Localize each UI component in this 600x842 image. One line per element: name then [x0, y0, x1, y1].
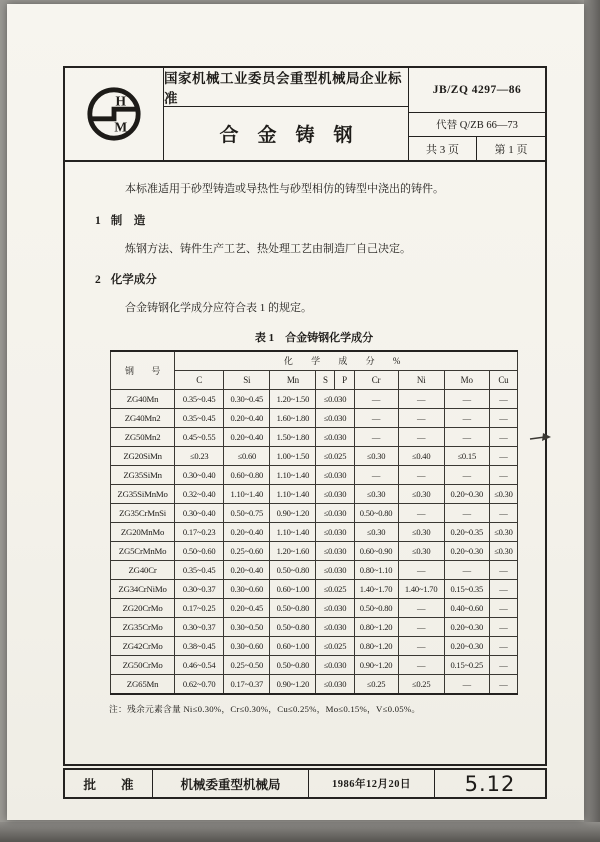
- sp-value-cell: ≤0.030: [316, 522, 354, 541]
- title-block: [65, 68, 545, 162]
- cr-value-cell: —: [354, 389, 398, 408]
- c-value-cell: 0.17~0.23: [175, 522, 224, 541]
- si-value-cell: 0.30~0.60: [224, 579, 270, 598]
- approve-label: 批 准: [65, 770, 153, 797]
- table-row: [111, 541, 518, 560]
- c-value-cell: 0.38~0.45: [175, 636, 224, 655]
- col-header-mn: Mn: [270, 370, 316, 389]
- mo-value-cell: 0.20~0.30: [444, 636, 489, 655]
- table-caption: 表 1 合金铸钢化学成分: [254, 331, 374, 344]
- sp-value-cell: ≤0.030: [316, 541, 354, 560]
- section-1-heading: 1 制 造: [95, 214, 146, 227]
- table-row: [111, 579, 518, 598]
- scope-paragraph: 本标准适用于砂型铸造或导热性与砂型相仿的铸型中浇出的铸件。: [125, 183, 444, 195]
- sp-value-cell: ≤0.030: [316, 617, 354, 636]
- svg-text:M: M: [114, 119, 128, 135]
- sp-value-cell: ≤0.030: [316, 560, 354, 579]
- mn-value-cell: 1.50~1.80: [270, 427, 316, 446]
- si-value-cell: 0.30~0.60: [224, 636, 270, 655]
- sp-value-cell: ≤0.025: [316, 636, 354, 655]
- mn-value-cell: 0.60~1.00: [270, 636, 316, 655]
- cu-value-cell: —: [489, 560, 517, 579]
- sp-value-cell: ≤0.030: [316, 503, 354, 522]
- mo-value-cell: 0.20~0.30: [444, 617, 489, 636]
- steel-grade-cell: ZG50CrMo: [111, 655, 175, 674]
- col-group-header: 化 学 成 分 %: [175, 351, 518, 371]
- mo-value-cell: —: [444, 465, 489, 484]
- steel-grade-cell: ZG5CrMnMo: [111, 541, 175, 560]
- c-value-cell: 0.50~0.60: [175, 541, 224, 560]
- si-value-cell: 0.17~0.37: [224, 674, 270, 694]
- table-row: [111, 655, 518, 674]
- approval-date: 1986年12月20日: [309, 770, 435, 797]
- cu-value-cell: —: [489, 408, 517, 427]
- cr-value-cell: ≤0.25: [354, 674, 398, 694]
- cr-value-cell: ≤0.30: [354, 446, 398, 465]
- cr-value-cell: —: [354, 427, 398, 446]
- mo-value-cell: 0.20~0.35: [444, 522, 489, 541]
- c-value-cell: 0.45~0.55: [175, 427, 224, 446]
- sp-value-cell: ≤0.025: [316, 446, 354, 465]
- steel-grade-cell: ZG35SiMnMo: [111, 484, 175, 503]
- cr-value-cell: 0.80~1.20: [354, 617, 398, 636]
- si-value-cell: 0.20~0.40: [224, 427, 270, 446]
- chem-table: [110, 350, 518, 695]
- ni-value-cell: 1.40~1.70: [398, 579, 444, 598]
- cu-value-cell: —: [489, 389, 517, 408]
- c-value-cell: 0.30~0.40: [175, 465, 224, 484]
- scan-edge-bottom: [0, 822, 600, 842]
- steel-grade-cell: ZG35CrMnSi: [111, 503, 175, 522]
- mn-value-cell: 0.90~1.20: [270, 674, 316, 694]
- approval-block: [63, 768, 547, 799]
- mn-value-cell: 0.90~1.20: [270, 503, 316, 522]
- ni-value-cell: —: [398, 655, 444, 674]
- mo-value-cell: 0.40~0.60: [444, 598, 489, 617]
- cr-value-cell: 0.80~1.10: [354, 560, 398, 579]
- logo-cell: [65, 68, 164, 160]
- section-2-heading: 2 化学成分: [95, 273, 157, 286]
- cr-value-cell: —: [354, 408, 398, 427]
- col-header-si: Si: [224, 370, 270, 389]
- cr-value-cell: —: [354, 465, 398, 484]
- cu-value-cell: —: [489, 636, 517, 655]
- scan-edge-right: [584, 0, 600, 842]
- cu-value-cell: —: [489, 427, 517, 446]
- total-pages-label: 共 3 页: [409, 137, 477, 160]
- steel-grade-cell: ZG20MnMo: [111, 522, 175, 541]
- table-row: [111, 636, 518, 655]
- section-1-text: 炼钢方法、铸件生产工艺、热处理工艺由制造厂自己决定。: [125, 242, 411, 255]
- mn-value-cell: 0.50~0.80: [270, 617, 316, 636]
- content-frame: [63, 66, 547, 766]
- sp-value-cell: ≤0.030: [316, 389, 354, 408]
- steel-grade-cell: ZG20SiMn: [111, 446, 175, 465]
- cu-value-cell: —: [489, 446, 517, 465]
- ni-value-cell: ≤0.30: [398, 522, 444, 541]
- si-value-cell: 0.25~0.50: [224, 655, 270, 674]
- sp-value-cell: ≤0.030: [316, 484, 354, 503]
- table-row: [111, 522, 518, 541]
- cu-value-cell: —: [489, 503, 517, 522]
- mn-value-cell: 0.50~0.80: [270, 655, 316, 674]
- steel-grade-cell: ZG34CrNiMo: [111, 579, 175, 598]
- c-value-cell: 0.62~0.70: [175, 674, 224, 694]
- c-value-cell: 0.35~0.45: [175, 408, 224, 427]
- title-center: [164, 68, 409, 160]
- pen-mark-icon: [529, 432, 553, 444]
- table-row: [111, 427, 518, 446]
- section-2-text: 合金铸钢化学成分应符合表 1 的规定。: [125, 301, 312, 314]
- document-page: [7, 4, 584, 820]
- table-row: [111, 674, 518, 694]
- table-row: [111, 617, 518, 636]
- c-value-cell: ≤0.23: [175, 446, 224, 465]
- si-value-cell: 0.25~0.60: [224, 541, 270, 560]
- table-row: [111, 484, 518, 503]
- col-header-p: P: [335, 370, 354, 389]
- cr-value-cell: ≤0.30: [354, 484, 398, 503]
- ni-value-cell: —: [398, 408, 444, 427]
- steel-grade-cell: ZG50Mn2: [111, 427, 175, 446]
- sp-value-cell: ≤0.030: [316, 465, 354, 484]
- mo-value-cell: —: [444, 427, 489, 446]
- ni-value-cell: —: [398, 560, 444, 579]
- cr-value-cell: 1.40~1.70: [354, 579, 398, 598]
- si-value-cell: 1.10~1.40: [224, 484, 270, 503]
- standard-org-label: 国家机械工业委员会重型机械局企业标准: [164, 68, 408, 107]
- mn-value-cell: 0.50~0.80: [270, 560, 316, 579]
- cu-value-cell: —: [489, 598, 517, 617]
- si-value-cell: 0.50~0.75: [224, 503, 270, 522]
- page-count-row: [409, 137, 545, 160]
- ni-value-cell: —: [398, 598, 444, 617]
- cr-value-cell: 0.60~0.90: [354, 541, 398, 560]
- mn-value-cell: 1.20~1.60: [270, 541, 316, 560]
- mn-value-cell: 1.10~1.40: [270, 465, 316, 484]
- c-value-cell: 0.46~0.54: [175, 655, 224, 674]
- cu-value-cell: ≤0.30: [489, 541, 517, 560]
- mo-value-cell: —: [444, 560, 489, 579]
- ni-value-cell: —: [398, 465, 444, 484]
- col-header-cr: Cr: [354, 370, 398, 389]
- sp-value-cell: ≤0.030: [316, 674, 354, 694]
- mn-value-cell: 1.00~1.50: [270, 446, 316, 465]
- approver-name: 机械委重型机械局: [153, 770, 309, 797]
- col-header-cu: Cu: [489, 370, 517, 389]
- mn-value-cell: 1.10~1.40: [270, 484, 316, 503]
- mn-value-cell: 0.50~0.80: [270, 598, 316, 617]
- mo-value-cell: 0.15~0.35: [444, 579, 489, 598]
- c-value-cell: 0.30~0.37: [175, 579, 224, 598]
- replaces-label: 代替 Q/ZB 66—73: [409, 113, 545, 137]
- si-value-cell: 0.20~0.40: [224, 522, 270, 541]
- col-header-grade: 钢 号: [111, 351, 175, 390]
- cu-value-cell: ≤0.30: [489, 522, 517, 541]
- shm-emblem-icon: [85, 85, 143, 143]
- col-header-s: S: [316, 370, 335, 389]
- cu-value-cell: —: [489, 617, 517, 636]
- si-value-cell: ≤0.60: [224, 446, 270, 465]
- cr-value-cell: ≤0.30: [354, 522, 398, 541]
- ni-value-cell: ≤0.25: [398, 674, 444, 694]
- cu-value-cell: —: [489, 465, 517, 484]
- cr-value-cell: 0.90~1.20: [354, 655, 398, 674]
- mo-value-cell: —: [444, 674, 489, 694]
- cu-value-cell: —: [489, 674, 517, 694]
- col-header-ni: Ni: [398, 370, 444, 389]
- table-row: [111, 446, 518, 465]
- cr-value-cell: 0.50~0.80: [354, 503, 398, 522]
- mo-value-cell: —: [444, 389, 489, 408]
- c-value-cell: 0.32~0.40: [175, 484, 224, 503]
- table-row: [111, 560, 518, 579]
- si-value-cell: 0.30~0.50: [224, 617, 270, 636]
- svg-text:H: H: [115, 93, 127, 109]
- sp-value-cell: ≤0.030: [316, 655, 354, 674]
- approval-code: 5.12: [464, 771, 516, 796]
- table-row: [111, 465, 518, 484]
- sp-value-cell: ≤0.030: [316, 408, 354, 427]
- ni-value-cell: —: [398, 636, 444, 655]
- ni-value-cell: —: [398, 427, 444, 446]
- steel-grade-cell: ZG20CrMo: [111, 598, 175, 617]
- steel-grade-cell: ZG40Mn: [111, 389, 175, 408]
- col-header-mo: Mo: [444, 370, 489, 389]
- cu-value-cell: —: [489, 655, 517, 674]
- sp-value-cell: ≤0.030: [316, 427, 354, 446]
- ni-value-cell: ≤0.30: [398, 484, 444, 503]
- table-row: [111, 408, 518, 427]
- table-note: 注：残余元素含量 Ni≤0.30%，Cr≤0.30%，Cu≤0.25%，Mo≤0.15%，V≤0.05%。: [109, 703, 421, 714]
- si-value-cell: 0.30~0.45: [224, 389, 270, 408]
- c-value-cell: 0.35~0.45: [175, 389, 224, 408]
- cu-value-cell: —: [489, 579, 517, 598]
- si-value-cell: 0.20~0.45: [224, 598, 270, 617]
- steel-grade-cell: ZG42CrMo: [111, 636, 175, 655]
- table-row: [111, 598, 518, 617]
- sp-value-cell: ≤0.030: [316, 598, 354, 617]
- steel-grade-cell: ZG65Mn: [111, 674, 175, 694]
- c-value-cell: 0.17~0.25: [175, 598, 224, 617]
- cu-value-cell: ≤0.30: [489, 484, 517, 503]
- mo-value-cell: 0.20~0.30: [444, 484, 489, 503]
- ni-value-cell: ≤0.30: [398, 541, 444, 560]
- ni-value-cell: ≤0.40: [398, 446, 444, 465]
- document-title: 合 金 铸 钢: [219, 125, 353, 146]
- cr-value-cell: 0.80~1.20: [354, 636, 398, 655]
- mn-value-cell: 1.10~1.40: [270, 522, 316, 541]
- col-header-c: C: [175, 370, 224, 389]
- cr-value-cell: 0.50~0.80: [354, 598, 398, 617]
- ni-value-cell: —: [398, 389, 444, 408]
- steel-grade-cell: ZG40Mn2: [111, 408, 175, 427]
- si-value-cell: 0.20~0.40: [224, 560, 270, 579]
- table-row: [111, 503, 518, 522]
- mn-value-cell: 1.60~1.80: [270, 408, 316, 427]
- c-value-cell: 0.30~0.40: [175, 503, 224, 522]
- mo-value-cell: —: [444, 503, 489, 522]
- current-page-label: 第 1 页: [494, 143, 528, 156]
- ni-value-cell: —: [398, 617, 444, 636]
- mo-value-cell: ≤0.15: [444, 446, 489, 465]
- standard-number-block: [409, 68, 545, 160]
- si-value-cell: 0.20~0.40: [224, 408, 270, 427]
- table-row: [111, 389, 518, 408]
- si-value-cell: 0.60~0.80: [224, 465, 270, 484]
- mo-value-cell: 0.20~0.30: [444, 541, 489, 560]
- steel-grade-cell: ZG35CrMo: [111, 617, 175, 636]
- c-value-cell: 0.30~0.37: [175, 617, 224, 636]
- mn-value-cell: 0.60~1.00: [270, 579, 316, 598]
- steel-grade-cell: ZG35SiMn: [111, 465, 175, 484]
- ni-value-cell: —: [398, 503, 444, 522]
- document-body: [65, 182, 545, 715]
- steel-grade-cell: ZG40Cr: [111, 560, 175, 579]
- sp-value-cell: ≤0.025: [316, 579, 354, 598]
- mo-value-cell: —: [444, 408, 489, 427]
- c-value-cell: 0.35~0.45: [175, 560, 224, 579]
- mo-value-cell: 0.15~0.25: [444, 655, 489, 674]
- standard-number: JB/ZQ 4297—86: [409, 68, 545, 113]
- mn-value-cell: 1.20~1.50: [270, 389, 316, 408]
